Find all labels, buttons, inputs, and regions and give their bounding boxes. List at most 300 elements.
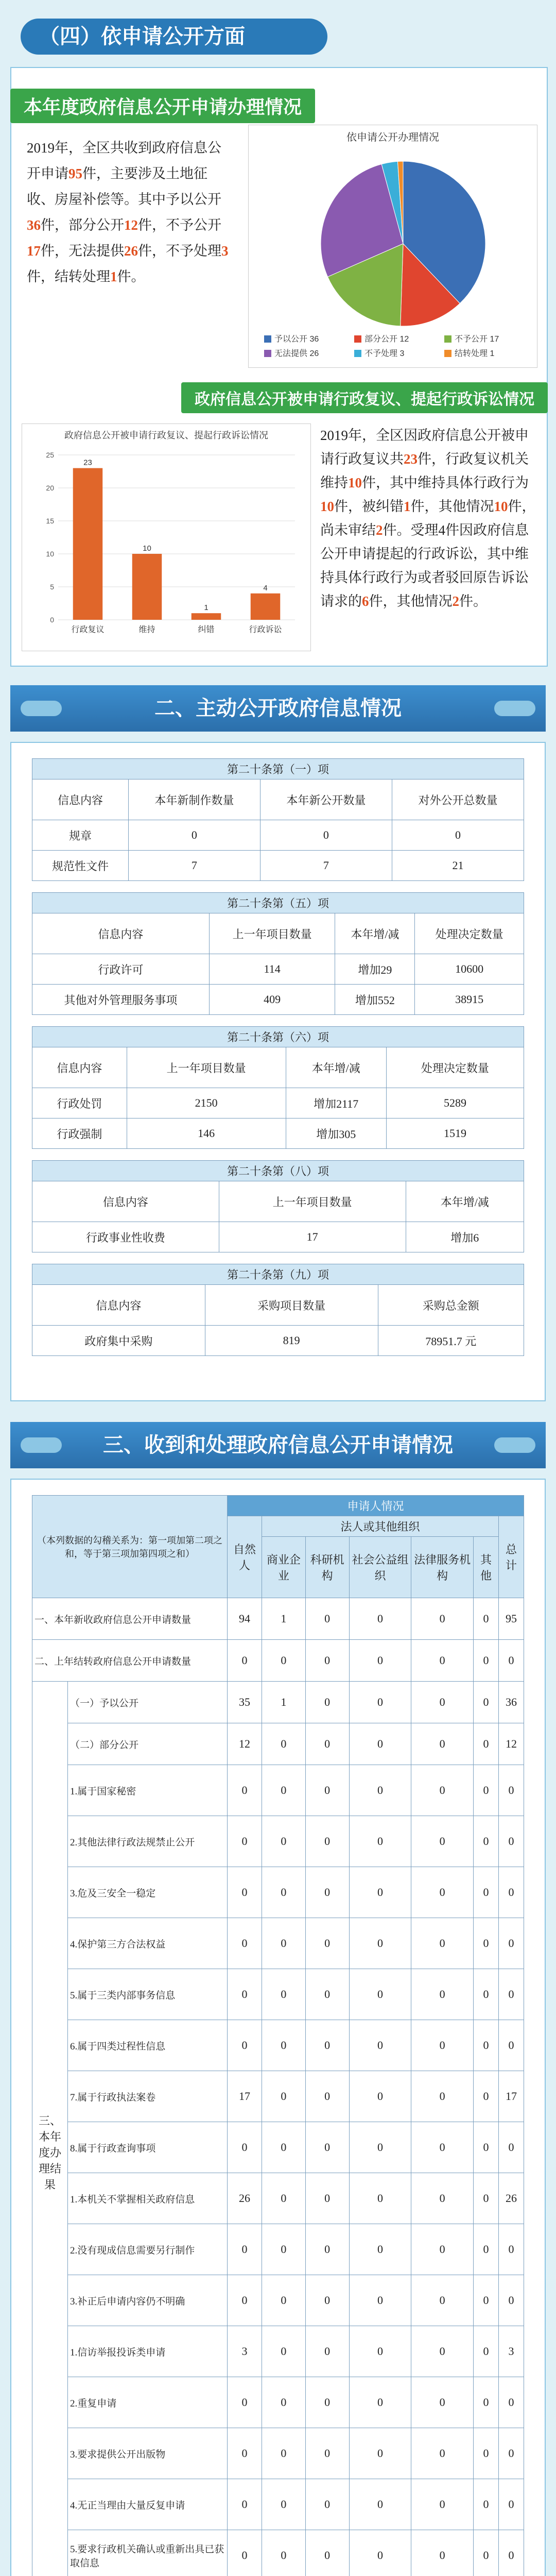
row-label: 5.要求行政机关确认或重新出具已获取信息 — [68, 2530, 228, 2576]
paragraph-text: 件，其中维持具体行政行为 — [362, 475, 529, 490]
table-cell: 0 — [262, 1969, 305, 2020]
applicant-head: 申请人情况 — [228, 1496, 524, 1516]
table-row — [32, 1765, 524, 1816]
row-label: 7.属于行政执法案卷 — [68, 2071, 228, 2122]
highlight-number: 10 — [348, 475, 362, 490]
table-cell: 0 — [474, 2122, 499, 2173]
highlight-number: 10 — [494, 499, 508, 514]
table-cell: 0 — [305, 1969, 349, 2020]
table-cell: 78951.7 元 — [378, 1326, 524, 1356]
bar-category-label: 维持 — [138, 625, 155, 634]
table-cell: 0 — [411, 1723, 474, 1765]
highlight-number: 10 — [320, 499, 334, 514]
table-cell: 0 — [228, 2275, 262, 2326]
table-cell: 0 — [498, 1918, 524, 1969]
table-cell: 0 — [305, 1598, 349, 1640]
bar-chart-svg — [22, 424, 310, 651]
legend-swatch — [444, 335, 451, 343]
table-cell: 0 — [349, 1918, 411, 1969]
pie-title: 依申请公开办理情况 — [346, 132, 439, 143]
highlight-number: 12 — [124, 217, 138, 233]
table-cell: 0 — [228, 2428, 262, 2479]
table-row — [32, 1118, 524, 1149]
table-cell: 0 — [262, 1640, 305, 1682]
paragraph-text: 件，被纠错 — [334, 499, 404, 514]
table-cell: 0 — [305, 2479, 349, 2530]
table-cell: 0 — [349, 1816, 411, 1867]
highlight-number: 95 — [68, 166, 82, 181]
table-cell: 0 — [474, 1723, 499, 1765]
table-cell: 0 — [228, 2224, 262, 2275]
table-cell: 0 — [474, 2275, 499, 2326]
table-row — [32, 1867, 524, 1918]
row-label: 二、上年结转政府信息公开申请数量 — [32, 1640, 228, 1682]
row-label: 2.没有现成信息需要另行制作 — [68, 2224, 228, 2275]
table-cell: 0 — [228, 1765, 262, 1816]
table-cell: 0 — [262, 2326, 305, 2377]
bar-category-label: 行政复议 — [71, 625, 105, 634]
y-tick-label: 10 — [46, 550, 54, 558]
table-cell: 0 — [262, 1867, 305, 1918]
highlight-number: 26 — [124, 243, 138, 259]
highlight-number: 17 — [27, 243, 41, 259]
paragraph-text: 件，无法提供 — [41, 243, 124, 259]
row-label: 6.属于四类过程性信息 — [68, 2020, 228, 2071]
public-info-table — [32, 892, 524, 1015]
table-cell: 0 — [349, 1640, 411, 1682]
table-cell: 0 — [411, 1867, 474, 1918]
row-label: 1.本机关不掌握相关政府信息 — [68, 2173, 228, 2224]
y-tick-label: 15 — [46, 517, 54, 525]
paragraph-text: 件，主要涉及土地征收、房屋补偿等。其中予以公开 — [27, 166, 221, 207]
table-cell: 35 — [228, 1682, 262, 1723]
table-row — [32, 2377, 524, 2428]
table-cell: 0 — [474, 2173, 499, 2224]
table-cell: 0 — [411, 2020, 474, 2071]
table-cell: 0 — [262, 1723, 305, 1765]
public-info-table — [32, 1160, 524, 1252]
table-cell: 0 — [349, 1723, 411, 1765]
table-cell: 规章 — [32, 820, 129, 851]
paragraph-text: 件，尚未审结 — [320, 499, 536, 538]
table-cell: 0 — [498, 1640, 524, 1682]
table-cell: 行政事业性收费 — [32, 1222, 219, 1252]
column-header: 社会公益组织 — [349, 1537, 411, 1598]
column-header: 信息内容 — [32, 1047, 127, 1088]
apply-paragraph — [27, 135, 233, 290]
legend-label: 部分公开 12 — [364, 335, 409, 344]
column-header: 本年增/减 — [335, 913, 415, 954]
table-row — [32, 954, 524, 985]
review-tag: 政府信息公开被申请行政复议、提起行政诉讼情况 — [181, 382, 548, 413]
table-cell: 0 — [262, 2173, 305, 2224]
table-cell: 0 — [411, 1598, 474, 1640]
table-cell: 0 — [262, 2071, 305, 2122]
row-label: 4.无正当理由大量反复申请 — [68, 2479, 228, 2530]
table-cell: 行政许可 — [32, 954, 210, 985]
y-tick-label: 0 — [50, 616, 54, 624]
legend-swatch — [444, 350, 451, 357]
table-cell: 0 — [411, 2479, 474, 2530]
table-cell: 17 — [219, 1222, 406, 1252]
bar — [73, 468, 103, 620]
row-label: 3.要求提供公开出版物 — [68, 2428, 228, 2479]
row-label: 5.属于三类内部事务信息 — [68, 1969, 228, 2020]
table-cell: 95 — [498, 1598, 524, 1640]
column-header: 信息内容 — [32, 1181, 219, 1222]
table-cell: 38915 — [415, 985, 524, 1015]
table-cell: 7 — [128, 851, 260, 881]
table-cell: 0 — [498, 1867, 524, 1918]
table-head: 第二十条第（八）项 — [32, 1161, 524, 1181]
bar — [251, 594, 281, 620]
table-cell: 0 — [411, 1816, 474, 1867]
table-cell: 0 — [411, 2122, 474, 2173]
table-cell: 1 — [262, 1598, 305, 1640]
table-cell: 21 — [392, 851, 524, 881]
bar — [192, 613, 221, 620]
table-cell: 0 — [228, 2377, 262, 2428]
table-cell: 0 — [262, 2224, 305, 2275]
table-row — [32, 1816, 524, 1867]
table-cell: 0 — [349, 2020, 411, 2071]
table-cell: 3 — [228, 2326, 262, 2377]
table-head: 第二十条第（六）项 — [32, 1027, 524, 1047]
table-cell: 0 — [262, 1765, 305, 1816]
table-cell: 0 — [228, 2020, 262, 2071]
table-cell: 0 — [474, 1765, 499, 1816]
table-cell: 0 — [305, 2326, 349, 2377]
column-header: 商业企业 — [262, 1537, 305, 1598]
table-cell: 0 — [349, 2479, 411, 2530]
row-label: 1.属于国家秘密 — [68, 1765, 228, 1816]
row-label: 8.属于行政查询事项 — [68, 2122, 228, 2173]
table-cell: 其他对外管理服务事项 — [32, 985, 210, 1015]
column-header: 自然人 — [228, 1516, 262, 1598]
highlight-number: 2 — [376, 522, 383, 538]
table-cell: 0 — [498, 2530, 524, 2576]
table-cell: 0 — [305, 2122, 349, 2173]
apply-tag: 本年度政府信息公开申请办理情况 — [10, 89, 315, 123]
table-cell: 0 — [305, 2071, 349, 2122]
table-cell: 增加6 — [406, 1222, 524, 1252]
row-label: （一）予以公开 — [68, 1682, 228, 1723]
highlight-number: 1 — [110, 269, 117, 284]
table-row — [32, 1682, 524, 1723]
row-label: 3.危及三安全一稳定 — [68, 1867, 228, 1918]
table-cell: 0 — [305, 1867, 349, 1918]
table-cell: 0 — [411, 1640, 474, 1682]
table-head: 第二十条第（一）项 — [32, 759, 524, 779]
table-cell: 0 — [349, 2224, 411, 2275]
table-cell: 0 — [498, 1765, 524, 1816]
highlight-number: 3 — [221, 243, 229, 259]
table-cell: 0 — [411, 1918, 474, 1969]
column-header: 本年新公开数量 — [260, 779, 392, 820]
bar-title: 政府信息公开被申请行政复议、提起行政诉讼情况 — [64, 430, 268, 440]
section3-bar: 三、收到和处理政府信息公开申请情况 — [10, 1422, 546, 1468]
row-label: 3.补正后申请内容仍不明确 — [68, 2275, 228, 2326]
table-cell: 0 — [411, 2326, 474, 2377]
table-cell: 0 — [411, 1682, 474, 1723]
table-cell: 增加2117 — [286, 1088, 386, 1118]
paragraph-text: 件，结转处理 — [27, 269, 110, 284]
table-cell: 12 — [228, 1723, 262, 1765]
table-cell: 0 — [411, 2428, 474, 2479]
column-header: 处理决定数量 — [386, 1047, 524, 1088]
table-cell: 0 — [411, 2224, 474, 2275]
legend-label: 无法提供 26 — [274, 349, 319, 358]
table-cell: 0 — [474, 1682, 499, 1723]
table-cell: 0 — [349, 2173, 411, 2224]
table-cell: 0 — [474, 1867, 499, 1918]
table-cell: 政府集中采购 — [32, 1326, 205, 1356]
table-row — [32, 2122, 524, 2173]
table-cell: 0 — [474, 2020, 499, 2071]
table-cell: 增加29 — [335, 954, 415, 985]
column-header: 上一年项目数量 — [209, 913, 335, 954]
table-cell: 行政强制 — [32, 1118, 127, 1149]
bar-chart — [22, 423, 311, 651]
section-heading: （四）依申请公开方面 — [21, 19, 327, 55]
column-header: 其他 — [474, 1537, 499, 1598]
table-cell: 0 — [411, 2275, 474, 2326]
table-cell: 0 — [498, 2020, 524, 2071]
top-band — [0, 0, 556, 62]
table-cell: 0 — [349, 1969, 411, 2020]
table-cell: 0 — [474, 2479, 499, 2530]
public-info-table — [32, 1264, 524, 1356]
row-label: 4.保护第三方合法权益 — [68, 1918, 228, 1969]
table-cell: 0 — [262, 1918, 305, 1969]
table-cell: 3 — [498, 2326, 524, 2377]
column-header: 采购总金额 — [378, 1285, 524, 1326]
table-head: 第二十条第（九）项 — [32, 1264, 524, 1285]
table-row — [32, 851, 524, 881]
table-cell: 0 — [305, 1640, 349, 1682]
applications-table — [32, 1495, 524, 2576]
table-cell: 0 — [262, 2479, 305, 2530]
pie-chart-svg — [249, 125, 537, 367]
row-label: 2.重复申请 — [68, 2377, 228, 2428]
table-cell: 0 — [349, 2377, 411, 2428]
table-cell: 10600 — [415, 954, 524, 985]
table-cell: 0 — [498, 2122, 524, 2173]
table-cell: 0 — [128, 820, 260, 851]
table-cell: 0 — [474, 1969, 499, 2020]
paragraph-text: 件，其他情况 — [369, 594, 453, 609]
highlight-number: 1 — [404, 499, 411, 514]
table-cell: 0 — [349, 1765, 411, 1816]
legend-label: 不予公开 17 — [455, 335, 499, 344]
table-row — [32, 2224, 524, 2275]
table-cell: 0 — [474, 2071, 499, 2122]
table-cell: 0 — [349, 2071, 411, 2122]
column-header: 总计 — [498, 1516, 524, 1598]
table-cell: 0 — [228, 2122, 262, 2173]
paragraph-text: 件，不予公开 — [138, 217, 221, 233]
table-row — [32, 1640, 524, 1682]
bar-value-label: 4 — [263, 583, 268, 592]
table-cell: 0 — [474, 2224, 499, 2275]
bar-value-label: 1 — [204, 603, 208, 613]
table-cell: 12 — [498, 1723, 524, 1765]
paragraph-text: 件，行政复议机关维持 — [320, 451, 529, 490]
table-cell: 17 — [228, 2071, 262, 2122]
table-cell: 819 — [205, 1326, 378, 1356]
table-cell: 0 — [228, 2530, 262, 2576]
column-header: 信息内容 — [32, 779, 129, 820]
table-cell: 0 — [498, 1969, 524, 2020]
table-cell: 0 — [498, 2479, 524, 2530]
table-cell: 增加552 — [335, 985, 415, 1015]
table-row — [32, 2020, 524, 2071]
column-header: 采购项目数量 — [205, 1285, 378, 1326]
table-cell: 0 — [349, 2275, 411, 2326]
table-cell: 0 — [349, 1867, 411, 1918]
table-cell: 0 — [349, 2530, 411, 2576]
paragraph-text: 件，其他情况 — [410, 499, 494, 514]
table-cell: 0 — [262, 2122, 305, 2173]
column-header: 本年新制作数量 — [128, 779, 260, 820]
table-cell: 0 — [474, 2326, 499, 2377]
table-cell: 0 — [474, 1598, 499, 1640]
table-cell: 0 — [411, 2071, 474, 2122]
table-cell: 0 — [474, 2428, 499, 2479]
bar — [132, 554, 162, 620]
table-row — [32, 2275, 524, 2326]
table-cell: 0 — [498, 2428, 524, 2479]
table-cell: 0 — [262, 2275, 305, 2326]
table-cell: 0 — [392, 820, 524, 851]
table-cell: 26 — [498, 2173, 524, 2224]
table-cell: 0 — [411, 2173, 474, 2224]
table-cell: 0 — [305, 1918, 349, 1969]
table-cell: 94 — [228, 1598, 262, 1640]
table-cell: 0 — [349, 2326, 411, 2377]
pie-chart — [248, 125, 537, 368]
legend-swatch — [264, 335, 271, 343]
table-cell: 0 — [474, 1816, 499, 1867]
legend-label: 不予处理 3 — [364, 349, 405, 358]
table-row — [32, 1326, 524, 1356]
table-row — [32, 820, 524, 851]
table-cell: 0 — [305, 2530, 349, 2576]
table-cell: 0 — [260, 820, 392, 851]
column-header: 本年增/减 — [406, 1181, 524, 1222]
table-cell: 0 — [349, 1598, 411, 1640]
table-cell: 0 — [411, 2377, 474, 2428]
table-cell: 0 — [228, 1918, 262, 1969]
table-row — [32, 2479, 524, 2530]
table-row — [32, 2326, 524, 2377]
section2-card — [10, 742, 546, 1401]
table-cell: 0 — [349, 1682, 411, 1723]
table-cell: 1519 — [386, 1118, 524, 1149]
highlight-number: 23 — [404, 451, 418, 467]
paragraph-text: 件。 — [459, 594, 487, 609]
legend-label: 予以公开 36 — [274, 335, 319, 344]
bar-category-label: 行政诉讼 — [249, 625, 282, 634]
table-cell: 0 — [305, 1765, 349, 1816]
highlight-number: 2 — [452, 594, 459, 609]
column-header: 信息内容 — [32, 1285, 205, 1326]
table-cell: 5289 — [386, 1088, 524, 1118]
row-label: （二）部分公开 — [68, 1723, 228, 1765]
table-cell: 0 — [498, 1816, 524, 1867]
table-cell: 0 — [305, 2428, 349, 2479]
column-header: 对外公开总数量 — [392, 779, 524, 820]
section2-tables — [32, 758, 524, 1356]
table-cell: 0 — [228, 1867, 262, 1918]
table-cell: 增加305 — [286, 1118, 386, 1149]
paragraph-text: 件，部分公开 — [41, 217, 124, 233]
table-row — [32, 2071, 524, 2122]
column-header: 上一年项目数量 — [127, 1047, 286, 1088]
paragraph-text: 2019年，全区共收到政府信息公开申请 — [27, 140, 221, 181]
row-group-label: 三、本年度办理结果 — [32, 1682, 68, 2576]
row-label: 一、本年新收政府信息公开申请数量 — [32, 1598, 228, 1640]
bar-value-label: 23 — [83, 458, 92, 467]
legend-label: 结转处理 1 — [455, 349, 495, 358]
table-cell: 0 — [474, 1640, 499, 1682]
table-corner: （本列数据的勾稽关系为：第一项加第二项之和，等于第三项加第四项之和） — [32, 1496, 228, 1598]
paragraph-text: 2019年，全区因政府信息公开被申请行政复议共 — [320, 428, 529, 467]
column-header: 处理决定数量 — [415, 913, 524, 954]
paragraph-text: 件。 — [117, 269, 145, 284]
y-tick-label: 20 — [46, 484, 54, 492]
table-cell: 0 — [262, 2377, 305, 2428]
table-row — [32, 1088, 524, 1118]
table-cell: 0 — [498, 2377, 524, 2428]
table-row — [32, 1723, 524, 1765]
table-row — [32, 1969, 524, 2020]
table-cell: 0 — [262, 2020, 305, 2071]
table-row — [32, 2530, 524, 2576]
table-row — [32, 985, 524, 1015]
y-tick-label: 25 — [46, 451, 54, 459]
highlight-number: 6 — [362, 594, 369, 609]
table-cell: 0 — [349, 2428, 411, 2479]
table-cell: 36 — [498, 1682, 524, 1723]
column-header: 上一年项目数量 — [219, 1181, 406, 1222]
column-header: 本年增/减 — [286, 1047, 386, 1088]
table-cell: 0 — [498, 2275, 524, 2326]
table-cell: 2150 — [127, 1088, 286, 1118]
legal-head: 法人或其他组织 — [262, 1516, 498, 1537]
table-cell: 0 — [305, 2020, 349, 2071]
table-cell: 0 — [474, 2377, 499, 2428]
table-row — [32, 2428, 524, 2479]
table-row — [32, 1918, 524, 1969]
table-cell: 146 — [127, 1118, 286, 1149]
bar-value-label: 10 — [143, 544, 151, 553]
review-paragraph — [320, 423, 536, 613]
table-cell: 0 — [498, 2224, 524, 2275]
table-row — [32, 1222, 524, 1252]
table-row — [32, 1598, 524, 1640]
apply-card — [10, 67, 548, 667]
row-label: 1.信访举报投诉类申请 — [68, 2326, 228, 2377]
table-cell: 0 — [305, 1816, 349, 1867]
legend-swatch — [354, 335, 361, 343]
table-cell: 0 — [411, 1765, 474, 1816]
table-row — [32, 2173, 524, 2224]
paragraph-text: 件。受理4件因政府信息公开申请提起的行政诉讼，其中维持具体行政行为或者驳回原告诉讼请求的 — [320, 522, 529, 609]
section2-bar: 二、主动公开政府信息情况 — [10, 685, 546, 732]
paragraph-text: 件，不予处理 — [138, 243, 221, 259]
table-cell: 0 — [262, 2428, 305, 2479]
